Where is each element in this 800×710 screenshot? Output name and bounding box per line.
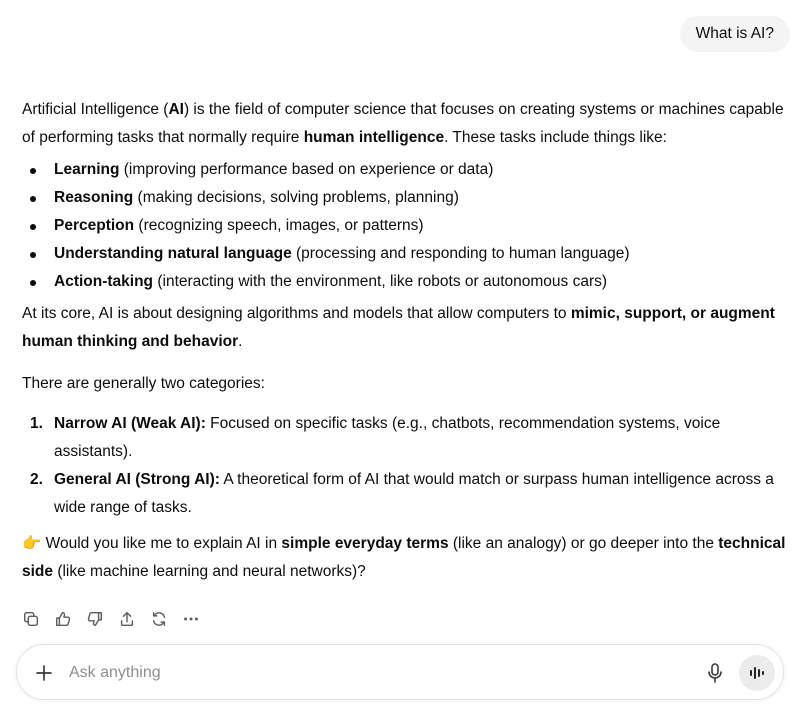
pointing-hand-icon: 👉 [22, 535, 42, 552]
core-text-1: At its core, AI is about designing algorithms and models that allow computers to [22, 305, 571, 322]
list-number: 2. [30, 471, 43, 488]
user-message-text: What is AI? [695, 25, 774, 42]
intro-text-2: ) is the field of computer science that focuses on creating systems or machines capable of performing tasks that normally require [22, 101, 784, 146]
list-item [22, 156, 787, 184]
intro-bold-1: AI [168, 101, 184, 118]
followup-text-1: Would you like me to explain AI in [41, 535, 282, 552]
answer-core [22, 300, 787, 356]
intro-bold-2: human intelligence [303, 129, 445, 146]
core-bold: mimic, support, or augment human thinking and behavior [22, 305, 775, 350]
list-item [22, 466, 787, 522]
microphone-icon[interactable] [705, 662, 725, 684]
voice-waveform-icon [748, 664, 766, 682]
voice-mode-button[interactable] [739, 655, 775, 691]
copy-icon[interactable] [22, 610, 40, 628]
list-item-text: Focused on specific tasks (e.g., chatbots, recommendation systems, voice assistants). [54, 415, 721, 460]
share-icon[interactable] [118, 610, 136, 628]
categories-list [22, 410, 787, 522]
assistant-answer [22, 96, 787, 586]
answer-intro [22, 96, 787, 152]
list-item-bold: Perception [54, 217, 135, 234]
followup-text-3: (like machine learning and neural networks)? [53, 563, 366, 580]
list-item-bold: Narrow AI (Weak AI): [54, 415, 206, 432]
list-item-text: (recognizing speech, images, or patterns) [134, 217, 424, 234]
list-item [22, 240, 787, 268]
list-item-bold: Understanding natural language [54, 245, 292, 262]
list-item-text: A theoretical form of AI that would match or surpass human intelligence across a wide range of tasks. [54, 471, 774, 516]
followup-text-2: (like an analogy) or go deeper into the [448, 535, 719, 552]
more-icon[interactable] [182, 610, 200, 628]
message-actions [22, 610, 200, 628]
composer [16, 644, 784, 700]
list-item-bold: General AI (Strong AI): [54, 471, 220, 488]
list-item-bold: Action-taking [54, 273, 154, 290]
user-message-bubble [680, 16, 790, 52]
categories-intro: There are generally two categories: [22, 375, 265, 392]
core-text-2: . [238, 333, 243, 350]
thumbs-up-icon[interactable] [54, 610, 72, 628]
list-item-text: (improving performance based on experience or data) [119, 161, 494, 178]
followup-bold-1: simple everyday terms [281, 535, 449, 552]
ask-input[interactable] [69, 661, 669, 685]
list-item-text: (making decisions, solving problems, planning) [133, 189, 459, 206]
intro-text-1: Artificial Intelligence ( [22, 101, 169, 118]
list-number: 1. [30, 415, 43, 432]
list-item [22, 212, 787, 240]
regenerate-icon[interactable] [150, 610, 168, 628]
intro-text-3: . These tasks include things like: [444, 129, 667, 146]
followup-bold-2: technical side [22, 535, 786, 580]
list-item-text: (processing and responding to human language) [291, 245, 630, 262]
capabilities-list [22, 156, 787, 296]
list-item [22, 268, 787, 296]
list-item [22, 184, 787, 212]
list-item-text: (interacting with the environment, like robots or autonomous cars) [153, 273, 608, 290]
list-item-bold: Learning [54, 161, 120, 178]
list-item [22, 410, 787, 466]
answer-followup [22, 530, 787, 586]
thumbs-down-icon[interactable] [86, 610, 104, 628]
list-item-bold: Reasoning [54, 189, 134, 206]
plus-icon[interactable] [33, 662, 55, 684]
